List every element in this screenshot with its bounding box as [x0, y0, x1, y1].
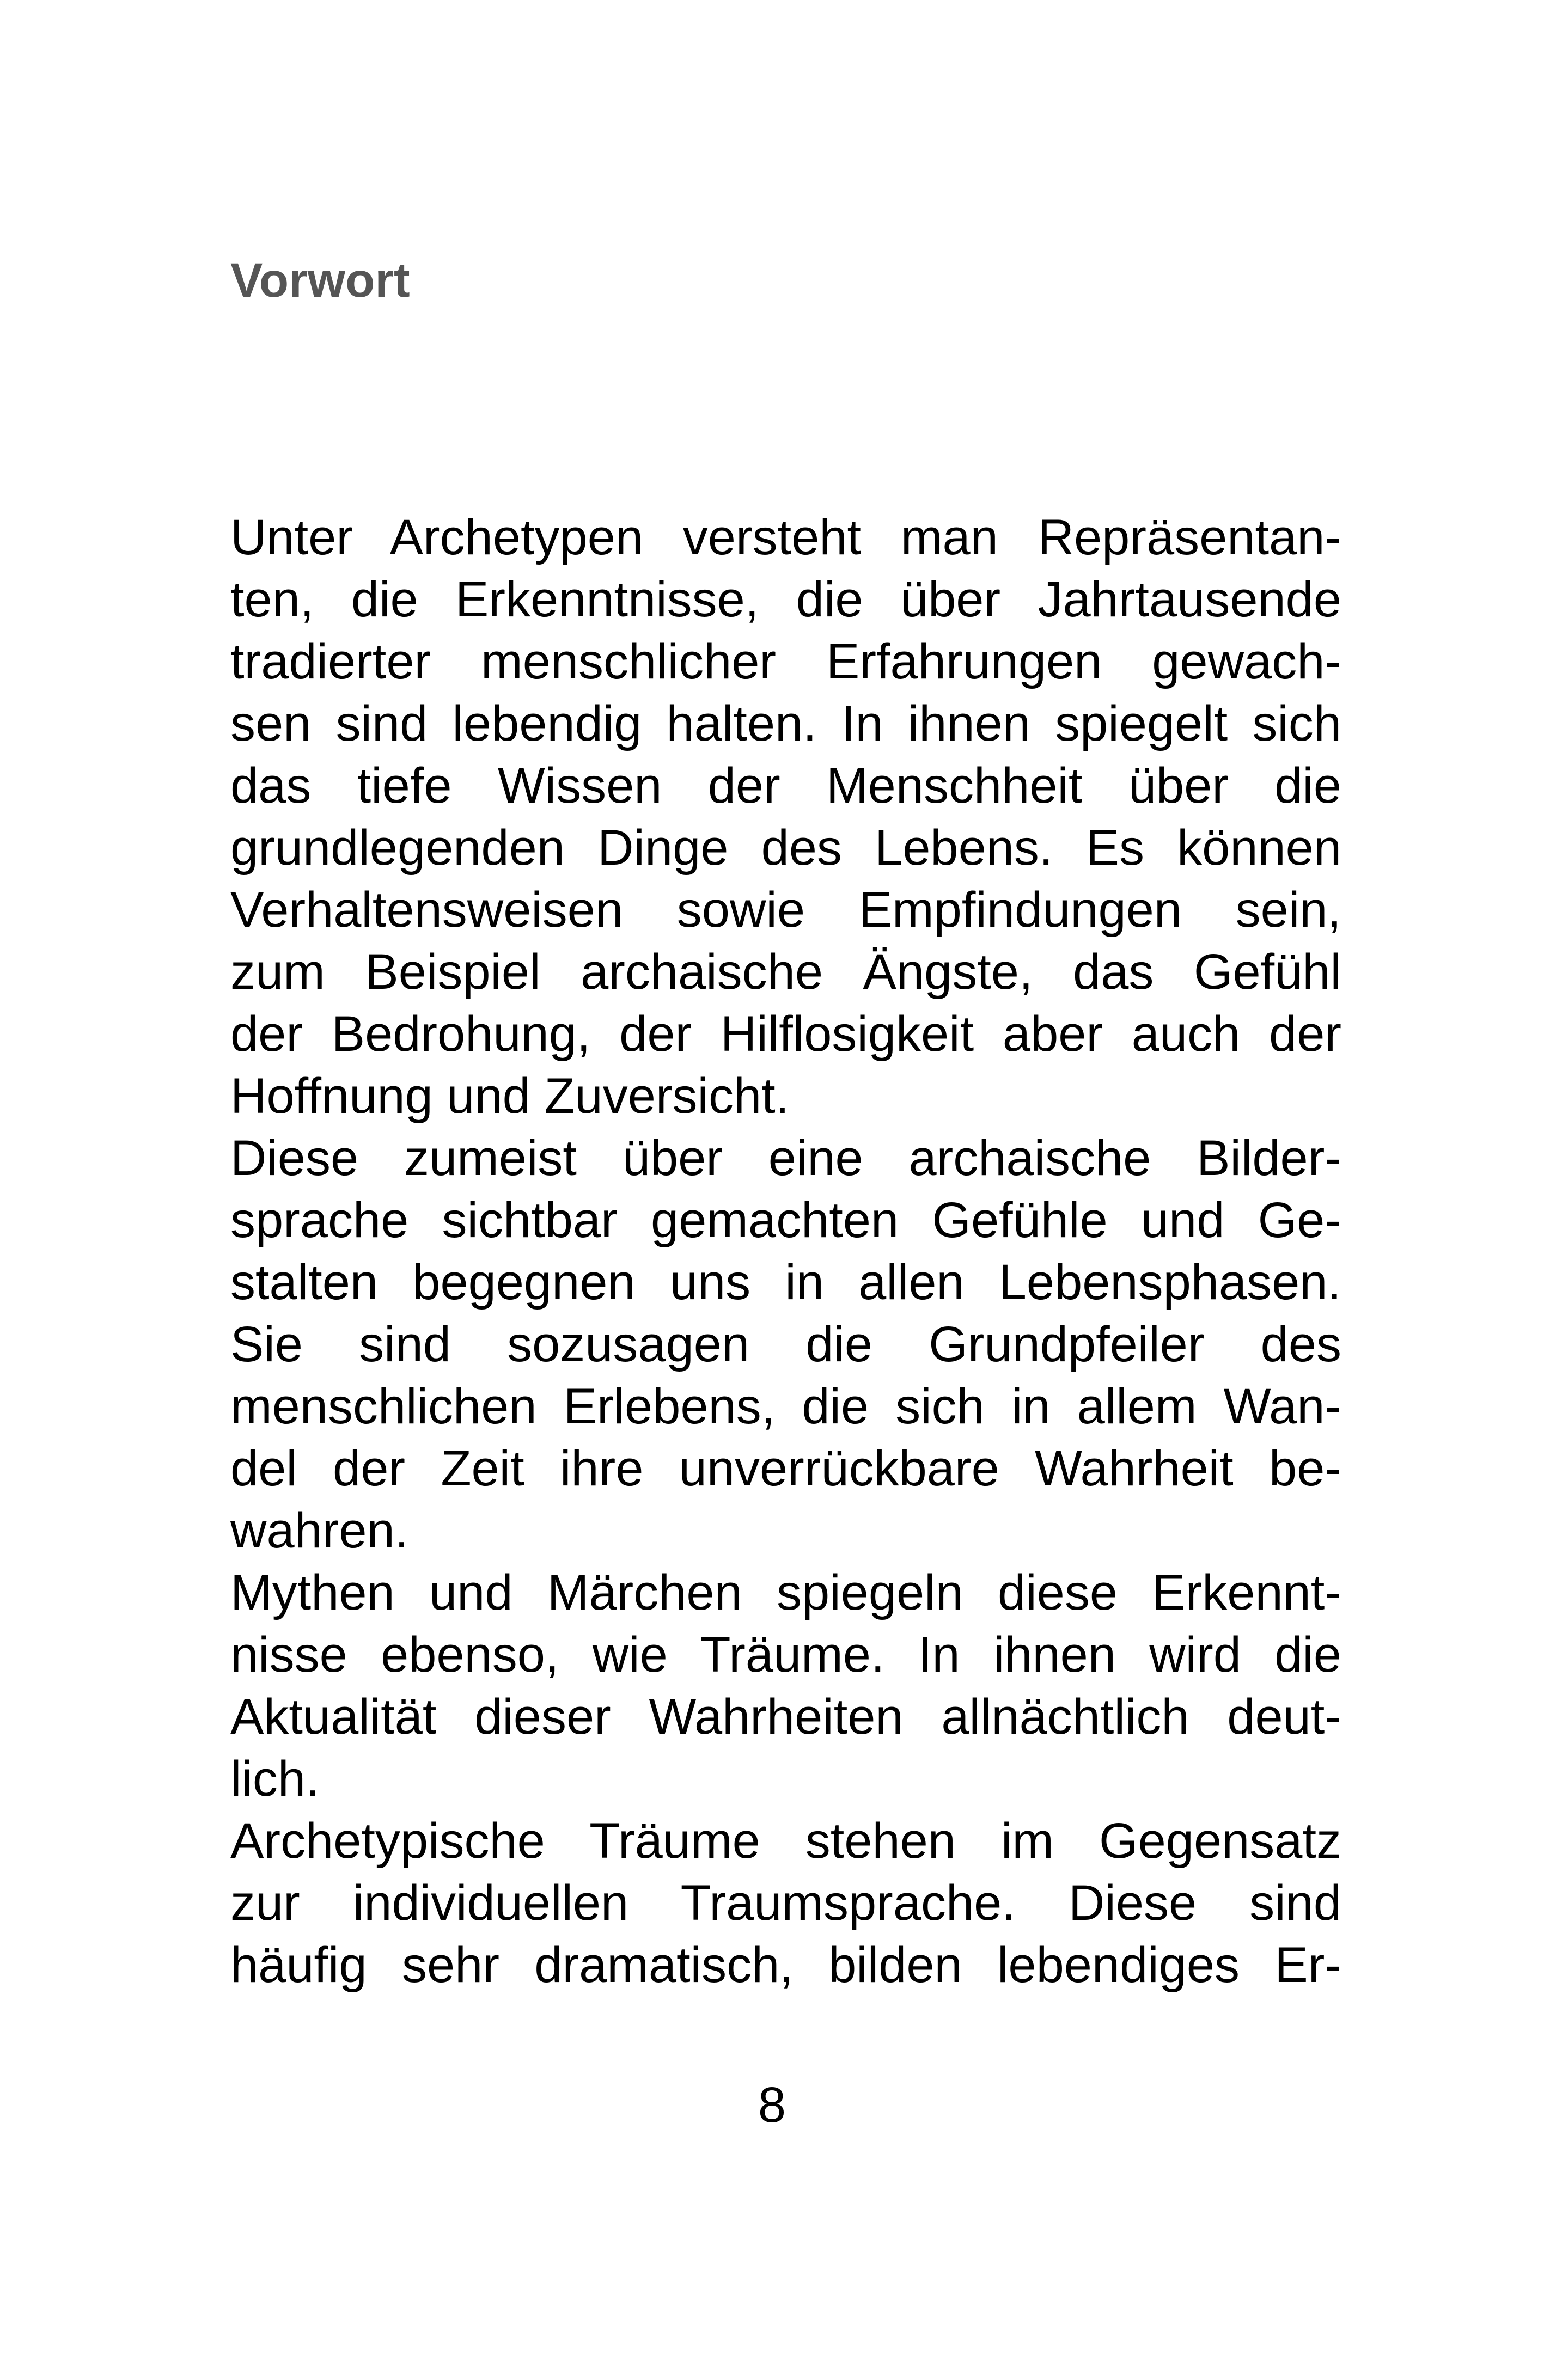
- text-line: Diese zumeist über eine archaische Bilder-: [230, 1130, 1341, 1186]
- text-line: sen sind lebendig halten. In ihnen spiegelt sich: [230, 696, 1341, 751]
- page-title: Vorwort: [230, 253, 410, 307]
- text-line: zur individuellen Traumsprache. Diese sind: [230, 1875, 1341, 1931]
- text-line: Aktualität dieser Wahrheiten allnächtlich deut-: [230, 1689, 1341, 1745]
- text-line: tradierter menschlicher Erfahrungen gewach-: [230, 634, 1341, 689]
- text-line: grundlegenden Dinge des Lebens. Es können: [230, 820, 1341, 876]
- text-line: Mythen und Märchen spiegeln diese Erkennt-: [230, 1565, 1341, 1620]
- text-line: sprache sichtbar gemachten Gefühle und Ge-: [230, 1192, 1341, 1248]
- text-line: Unter Archetypen versteht man Repräsentan-: [230, 510, 1341, 565]
- text-line: das tiefe Wissen der Menschheit über die: [230, 758, 1341, 813]
- text-line: Archetypische Träume stehen im Gegensatz: [230, 1813, 1341, 1869]
- text-line: wahren.: [230, 1503, 409, 1558]
- text-line: Verhaltensweisen sowie Empfindungen sein,: [230, 882, 1341, 938]
- text-line: Hoffnung und Zuversicht.: [230, 1068, 790, 1124]
- text-line: zum Beispiel archaische Ängste, das Gefühl: [230, 944, 1341, 1000]
- text-line: del der Zeit ihre unverrückbare Wahrheit be-: [230, 1441, 1341, 1496]
- text-line: nisse ebenso, wie Träume. In ihnen wird die: [230, 1627, 1341, 1682]
- text-line: lich.: [230, 1751, 320, 1807]
- text-line: der Bedrohung, der Hilflosigkeit aber auch der: [230, 1006, 1341, 1062]
- text-line: ten, die Erkenntnisse, die über Jahrtausende: [230, 572, 1341, 627]
- body-text: [230, 506, 1341, 1996]
- text-line: stalten begegnen uns in allen Lebensphasen.: [230, 1255, 1341, 1310]
- page-number: 8: [758, 2077, 786, 2133]
- text-line: menschlichen Erlebens, die sich in allem Wan-: [230, 1379, 1341, 1434]
- text-line: Sie sind sozusagen die Grundpfeiler des: [230, 1317, 1341, 1372]
- text-line: häufig sehr dramatisch, bilden lebendiges Er-: [230, 1937, 1341, 1993]
